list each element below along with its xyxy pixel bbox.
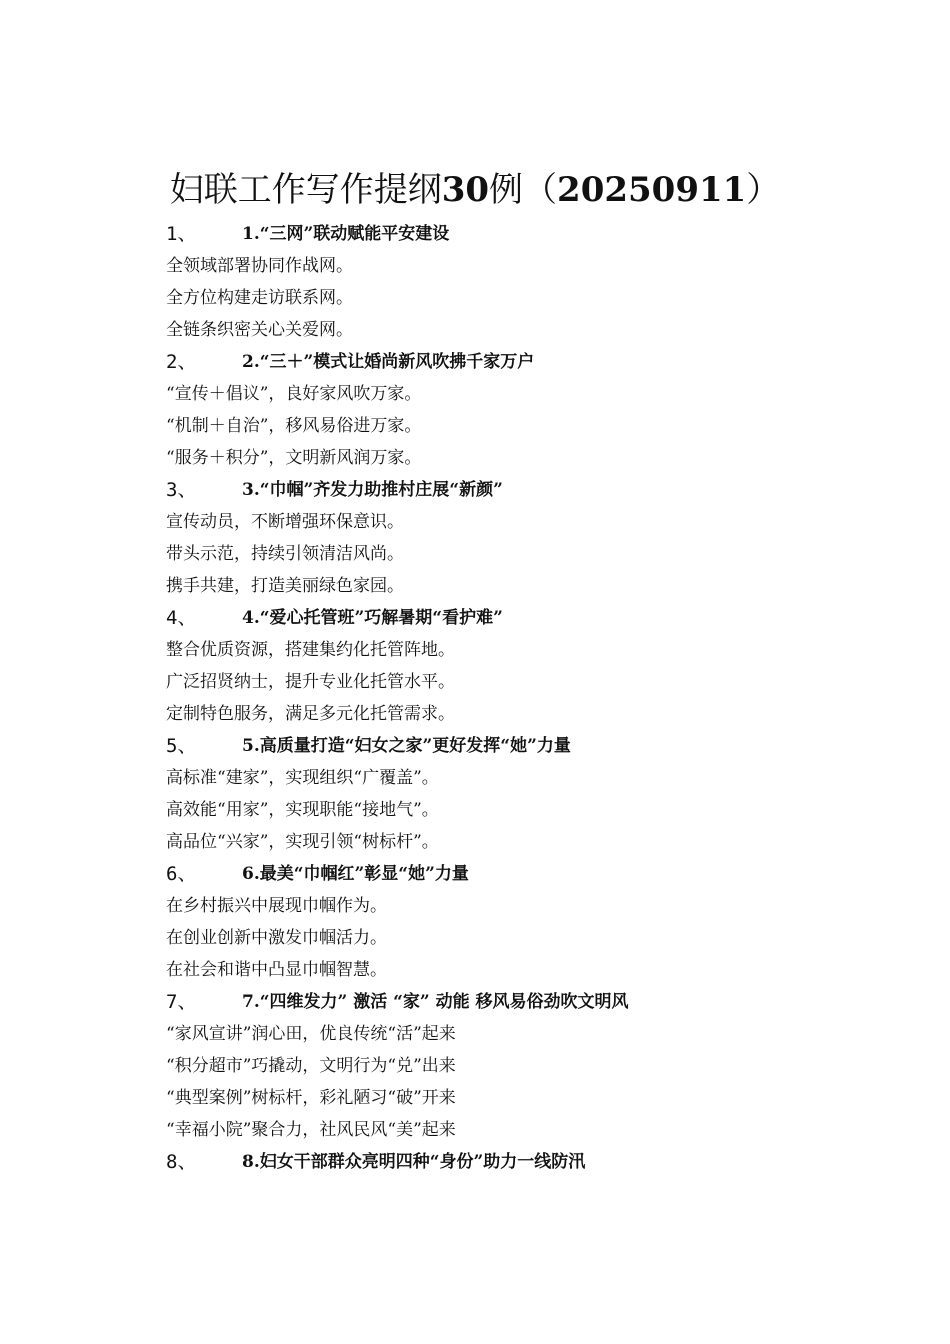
section-number: 1、 bbox=[166, 223, 197, 245]
document-title bbox=[0, 168, 950, 212]
section-title: 2.“三＋”模式让婚尚新风吹拂千家万户 bbox=[242, 352, 535, 372]
section-number: 3、 bbox=[166, 479, 197, 501]
title-date: 20250911 bbox=[557, 170, 747, 210]
outline-item: 定制特色服务，满足多元化托管需求。 bbox=[166, 704, 455, 724]
section-heading bbox=[166, 474, 786, 506]
section-title: 1.“三网”联动赋能平安建设 bbox=[242, 224, 450, 244]
outline-item: 宣传动员，不断增强环保意识。 bbox=[166, 512, 404, 532]
title-tail: 例（ bbox=[489, 170, 558, 210]
section-number: 8、 bbox=[166, 1151, 197, 1173]
outline-item: “机制＋自治”，移风易俗进万家。 bbox=[166, 416, 422, 436]
outline-item: 携手共建，打造美丽绿色家园。 bbox=[166, 576, 404, 596]
outline-item: 在社会和谐中凸显巾帼智慧。 bbox=[166, 960, 387, 980]
section-heading bbox=[166, 346, 786, 378]
outline-item: 整合优质资源，搭建集约化托管阵地。 bbox=[166, 640, 455, 660]
section-title: 7.“四维发力” 激活 “家” 动能 移风易俗劲吹文明风 bbox=[242, 992, 629, 1012]
outline-item: 全领域部署协同作战网。 bbox=[166, 256, 353, 276]
outline-item: 高效能“用家”，实现职能“接地气”。 bbox=[166, 800, 439, 820]
section-number: 4、 bbox=[166, 607, 197, 629]
section-number: 6、 bbox=[166, 863, 197, 885]
title-count: 30 bbox=[441, 170, 490, 210]
outline-item: “服务＋积分”，文明新风润万家。 bbox=[166, 448, 422, 468]
section-title: 8.妇女干部群众亮明四种“身份”助力一线防汛 bbox=[242, 1152, 586, 1172]
outline-item: “典型案例”树标杆，彩礼陋习“破”开来 bbox=[166, 1088, 456, 1108]
outline-item: “家风宣讲”润心田，优良传统“活”起来 bbox=[166, 1024, 456, 1044]
title-main: 妇联工作写作提纲 bbox=[169, 170, 442, 210]
outline-item: 高标准“建家”，实现组织“广覆盖”。 bbox=[166, 768, 439, 788]
outline-item: “宣传＋倡议”，良好家风吹万家。 bbox=[166, 384, 422, 404]
title-close: ） bbox=[746, 170, 781, 210]
section-heading bbox=[166, 730, 786, 762]
outline-item: 广泛招贤纳士，提升专业化托管水平。 bbox=[166, 672, 455, 692]
outline-item: 在乡村振兴中展现巾帼作为。 bbox=[166, 896, 387, 916]
outline-item: 带头示范，持续引领清洁风尚。 bbox=[166, 544, 404, 564]
section-heading bbox=[166, 602, 786, 634]
section-heading bbox=[166, 858, 786, 890]
outline-item: “积分超市”巧撬动，文明行为“兑”出来 bbox=[166, 1056, 456, 1076]
outline-item: “幸福小院”聚合力，社风民风“美”起来 bbox=[166, 1120, 456, 1140]
outline-item: 在创业创新中激发巾帼活力。 bbox=[166, 928, 387, 948]
outline-item: 全方位构建走访联系网。 bbox=[166, 288, 353, 308]
outline-item: 全链条织密关心关爱网。 bbox=[166, 320, 353, 340]
outline-content bbox=[166, 218, 786, 1178]
section-number: 5、 bbox=[166, 735, 197, 757]
section-heading bbox=[166, 218, 786, 250]
outline-item: 高品位“兴家”，实现引领“树标杆”。 bbox=[166, 832, 439, 852]
section-title: 3.“巾帼”齐发力助推村庄展“新颜” bbox=[242, 480, 503, 500]
section-number: 7、 bbox=[166, 991, 197, 1013]
section-heading bbox=[166, 1146, 786, 1178]
section-title: 4.“爱心托管班”巧解暑期“看护难” bbox=[242, 608, 503, 628]
section-number: 2、 bbox=[166, 351, 197, 373]
section-title: 5.高质量打造“妇女之家”更好发挥“她”力量 bbox=[242, 736, 571, 756]
section-title: 6.最美“巾帼红”彰显“她”力量 bbox=[242, 864, 469, 884]
section-heading bbox=[166, 986, 786, 1018]
